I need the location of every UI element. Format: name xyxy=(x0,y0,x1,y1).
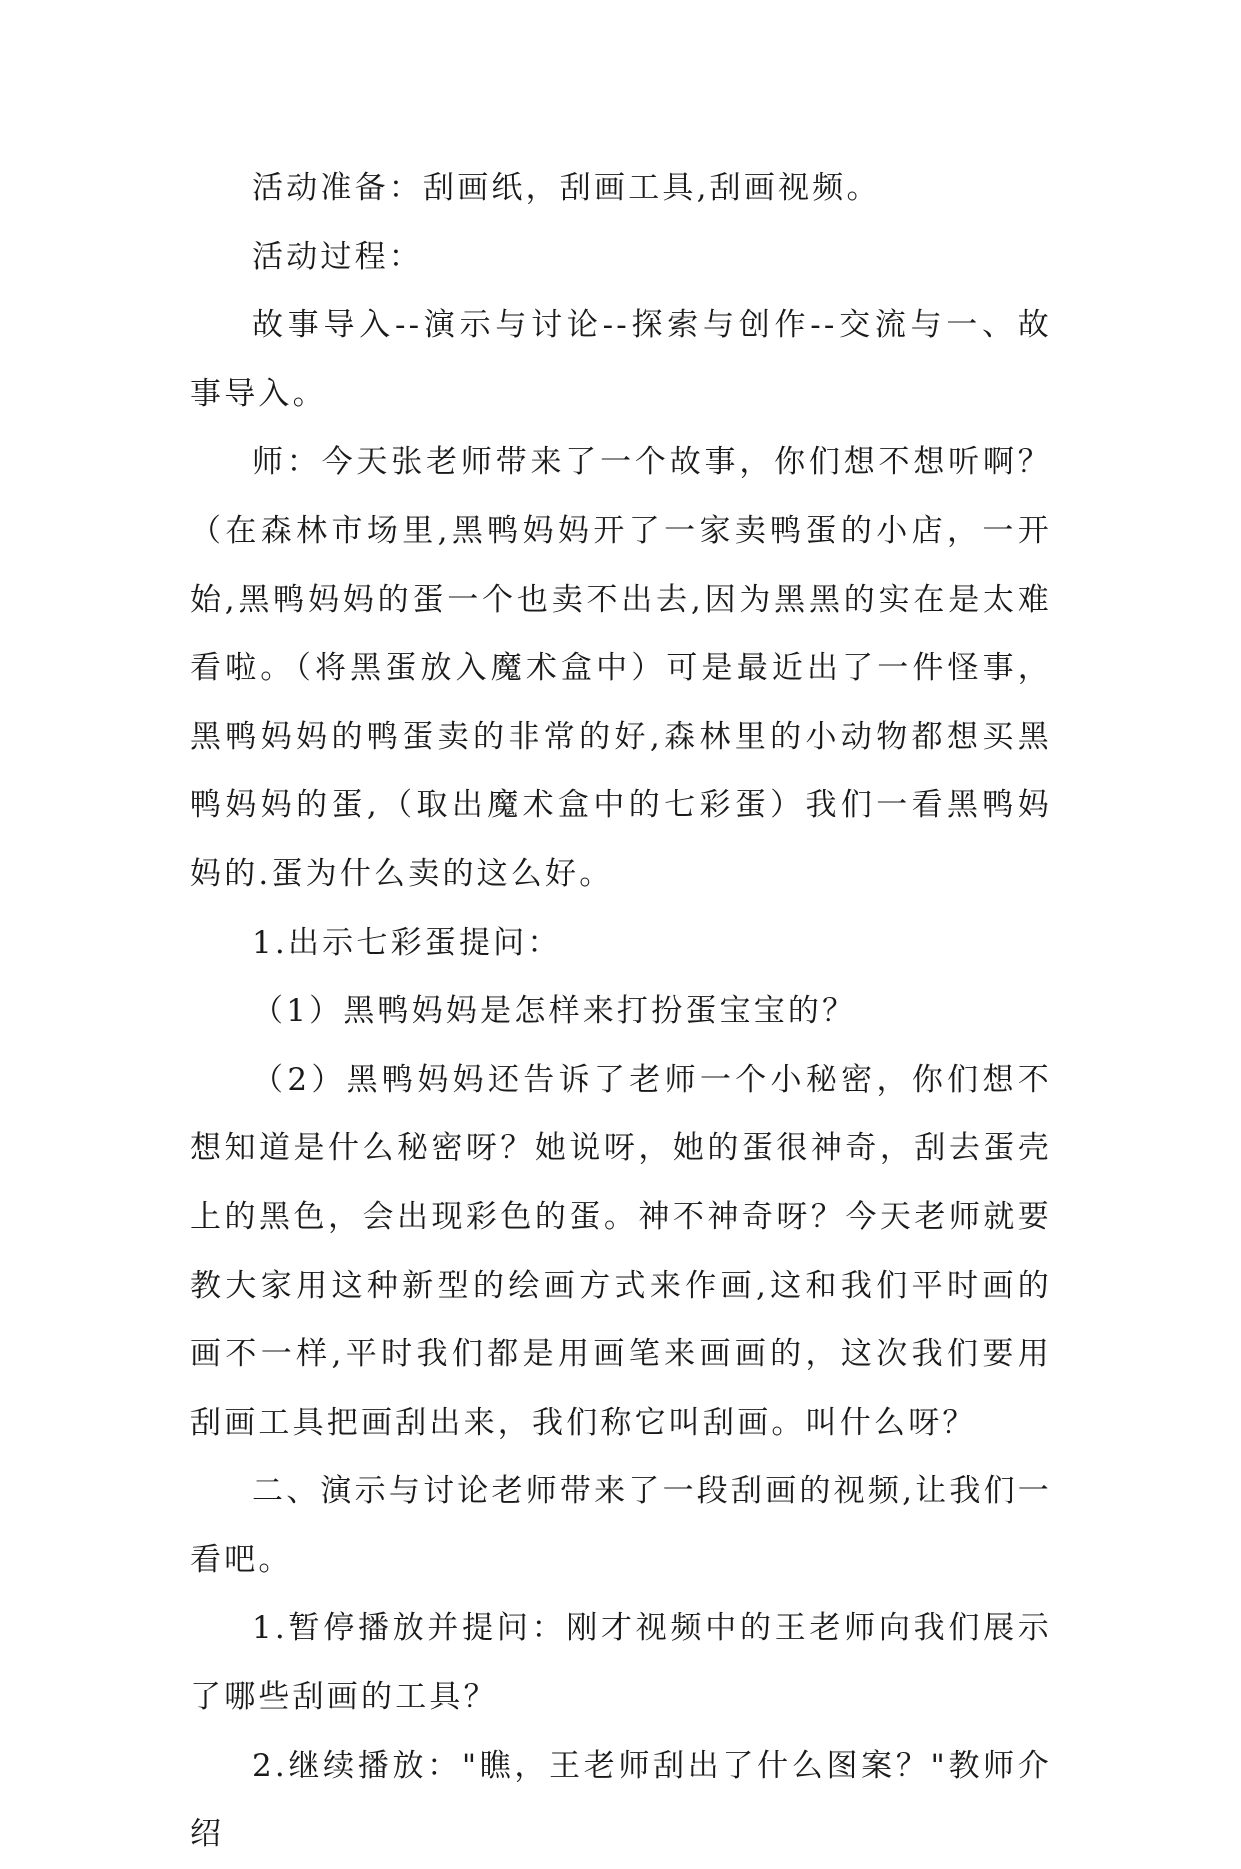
document-body xyxy=(190,154,1052,1869)
paragraph-question-1: （1）黑鸭妈妈是怎样来打扮蛋宝宝的？ xyxy=(252,993,857,1030)
paragraph-story: 师：今天张老师带来了一个故事，你们想不想听啊？（在森林市场里,黑鸭妈妈开了一家卖鸭蛋的小店，一开始,黑鸭妈妈的蛋一个也卖不出去,因为黑黑的实在是太难看啦。（将黑蛋放入魔术盒中）可是最近出了一件怪事，黑鸭妈妈的鸭蛋卖的非常的好,森林里的小动物都想买黑鸭妈妈的蛋,（取出魔术盒中的七彩蛋）我们一看黑鸭妈妈的.蛋为什么卖的这么好。 xyxy=(190,444,1052,892)
paragraph-step-1: 1.出示七彩蛋提问： xyxy=(252,924,562,961)
paragraph-process-heading: 活动过程： xyxy=(252,238,423,275)
paragraph-question-2: （2）黑鸭妈妈还告诉了老师一个小秘密，你们想不想知道是什么秘密呀？她说呀，她的蛋很神奇，刮去蛋壳上的黑色，会出现彩色的蛋。神不神奇呀？今天老师就要教大家用这种新型的绘画方式来作画,这和我们平时画的画不一样,平时我们都是用画笔来画画的，这次我们要用刮画工具把画刮出来，我们称它叫刮画。叫什么呀？ xyxy=(190,1061,1052,1441)
paragraph-section-2-step-1: 1.暂停播放并提问：刚才视频中的王老师向我们展示了哪些刮画的工具？ xyxy=(190,1610,1052,1716)
paragraph-outline: 故事导入--演示与讨论--探索与创作--交流与一、故事导入。 xyxy=(190,307,1052,412)
paragraph-section-2-step-2: 2.继续播放："瞧，王老师刮出了什么图案？"教师介绍 xyxy=(190,1747,1052,1853)
paragraph-section-2: 二、演示与讨论老师带来了一段刮画的视频,让我们一看吧。 xyxy=(190,1473,1052,1578)
paragraph-preparation: 活动准备：刮画纸，刮画工具,刮画视频。 xyxy=(252,170,881,206)
